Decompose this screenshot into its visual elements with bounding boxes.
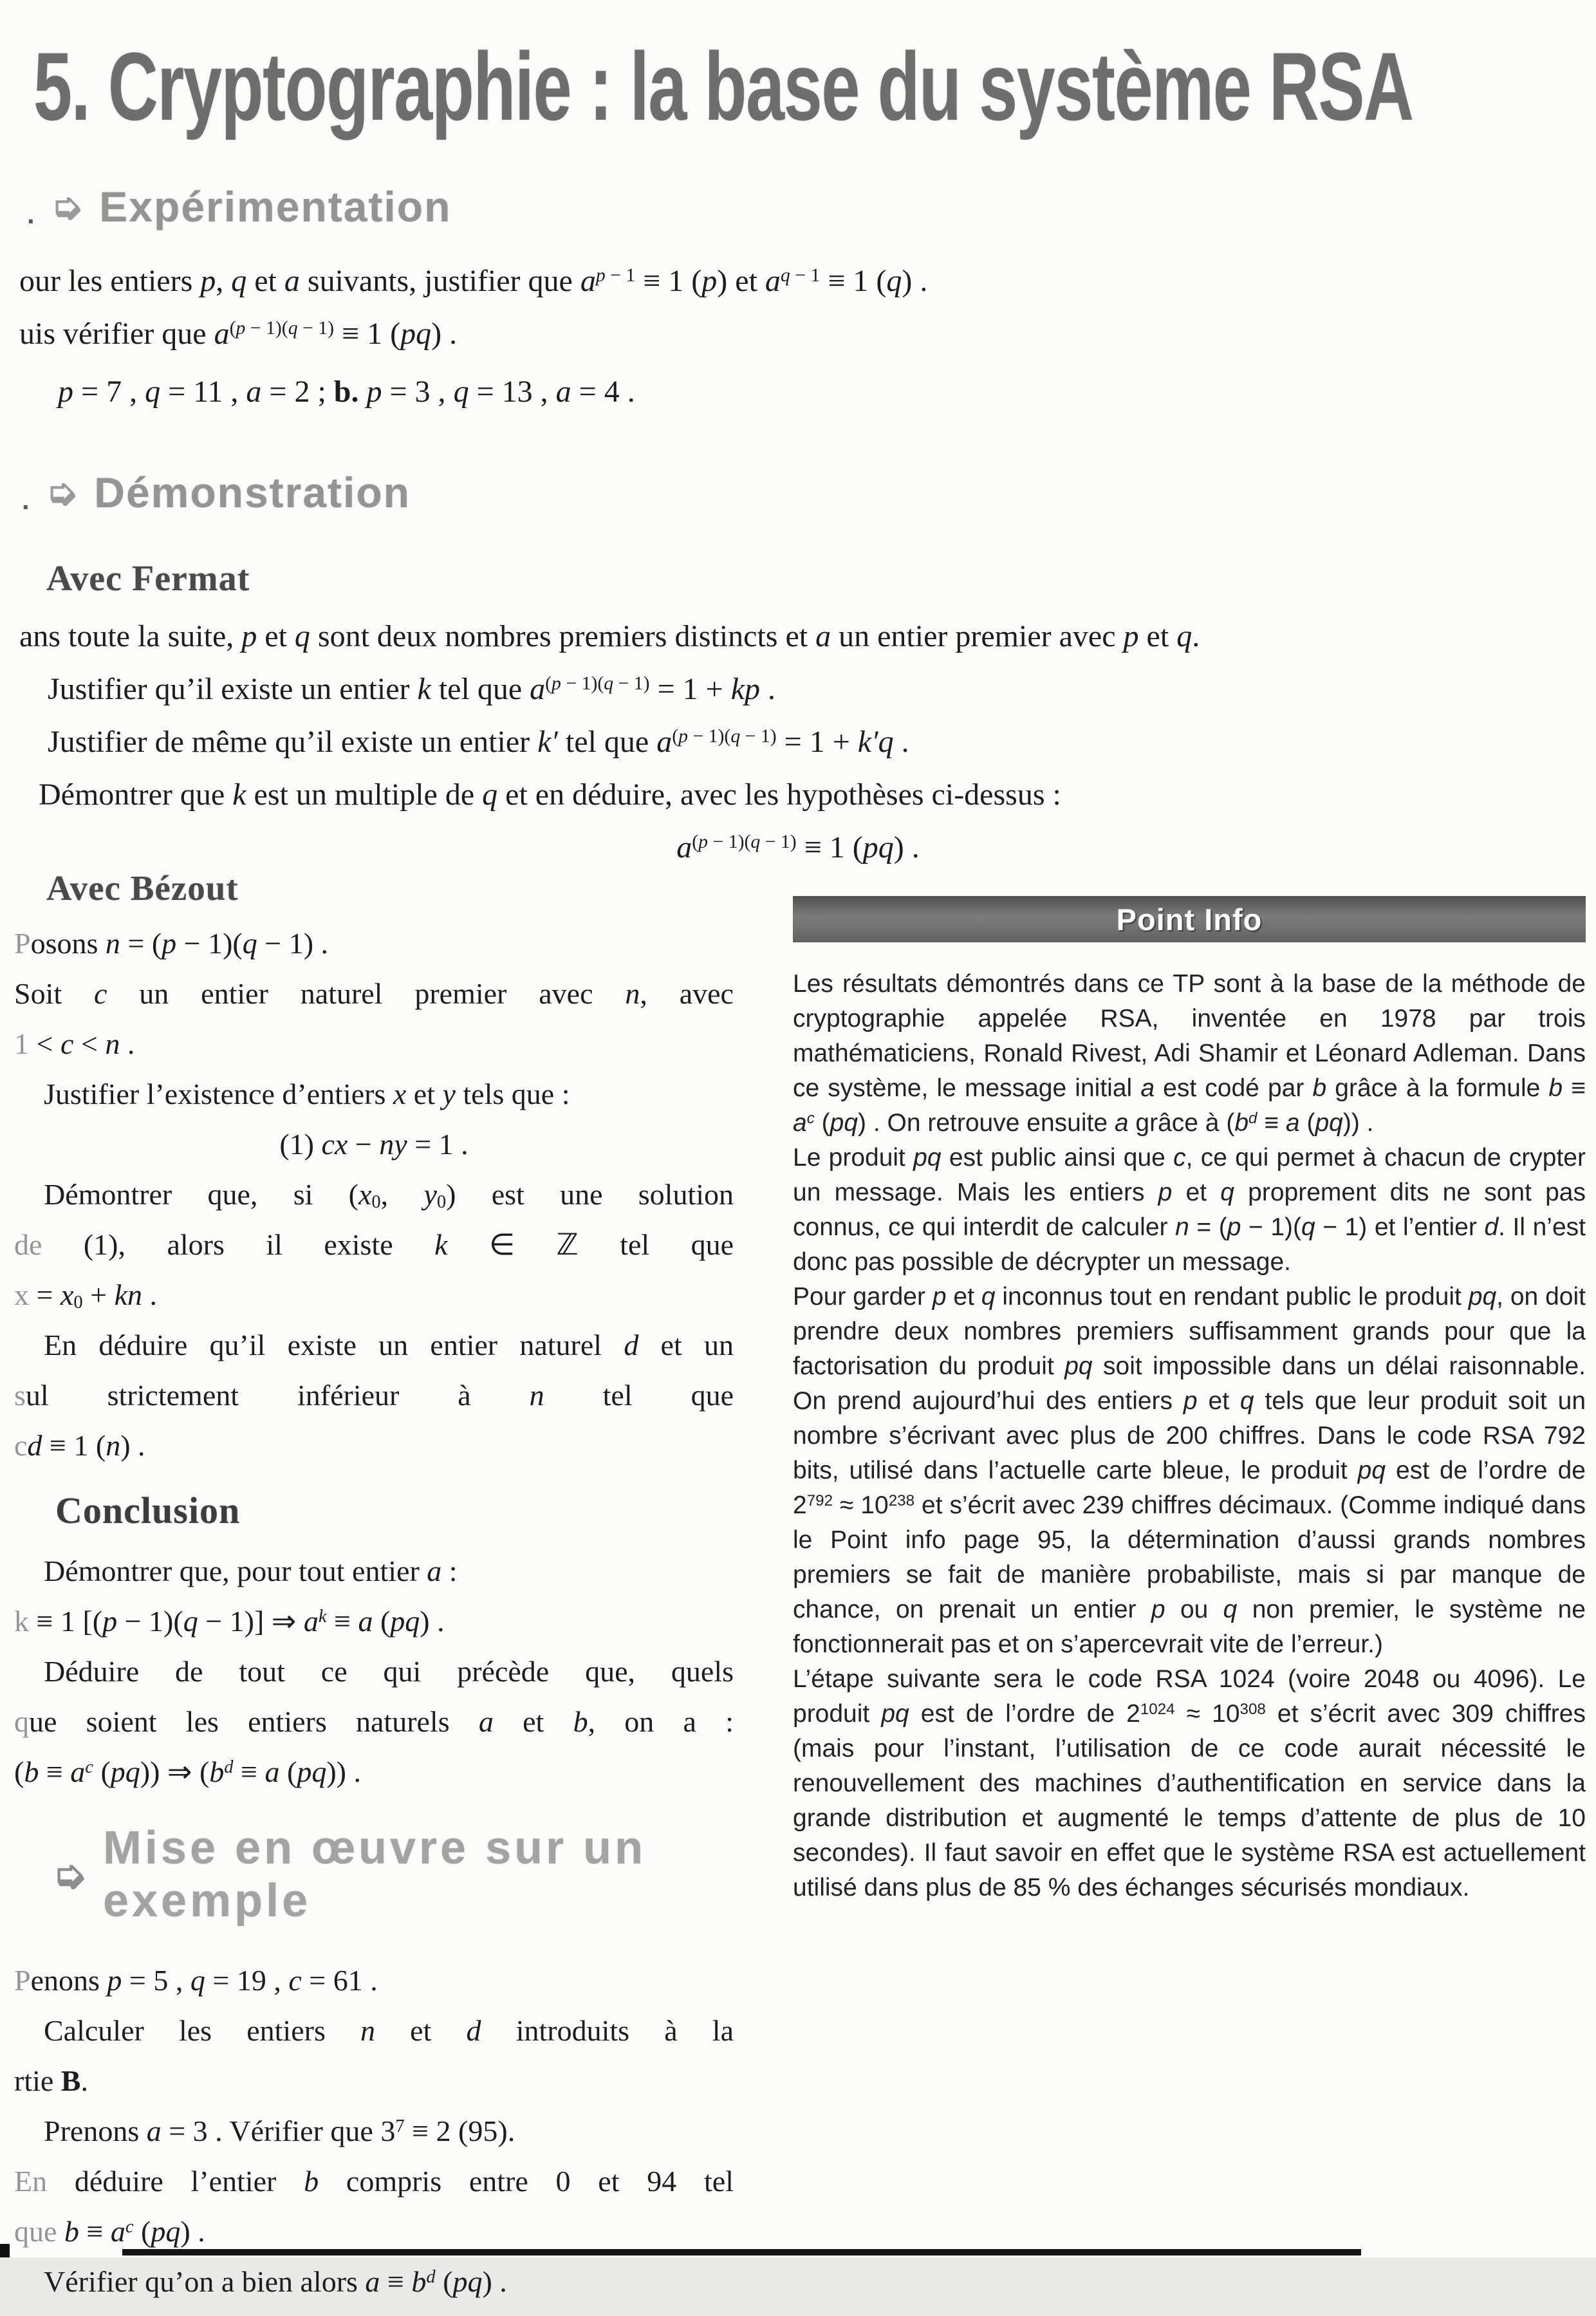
conclusion-line: que soient les entiers naturels a et b, on a :	[14, 1705, 734, 1738]
exemple-line: Penons p = 5 , q = 19 , c = 61 .	[14, 1964, 378, 1997]
arrow-icon: ➭	[53, 1853, 86, 1898]
heading-mise-en-oeuvre	[53, 1822, 734, 1927]
heading-demonstration	[22, 468, 1577, 517]
fermat-formula: $a^{(p - 1)(q - 1)} \equiv 1$ (pq) .	[676, 830, 920, 864]
bezout-line: sul strictement inférieur à n tel que	[14, 1379, 734, 1412]
bezout-line: cd ≡ 1 (n) .	[14, 1429, 145, 1462]
point-info-paragraph: Pour garder p et q inconnus tout en rendant public le produit pq, on doit prendre deux nombres premiers suffisamment grands pour que la factorisation du produit pq soit impossible dans un délai raisonnable. On prend aujourd’hui des entiers p et q tels que leur produit soit un nombre s’écrivant avec plus de 200 chiffres. Dans le code RSA 792 bits, utilisé dans l’actuelle carte bleue, le produit pq est de l’ordre de $2^{792} \approx 10^{238}$ et s’écrit avec 239 chiffres décimaux. (Comme indiqué dans le Point info page 95, la détermination d’aussi grands nombres premiers se fait de manière probabiliste, mais si par manque de chance, on prenait un entier p ou q non premier, le système ne fonctionnerait pas et on s’apercevrait vite de l’erreur.)	[793, 1283, 1586, 1658]
experimentation-line-2: uis vérifier que $a^{(p - 1)(q - 1)} \equiv 1$ (pq) .	[19, 317, 458, 351]
bezout-line: Démontrer que, si ($x_0$, $y_0$) est une solution	[44, 1178, 734, 1213]
fermat-intro: ans toute la suite, p et q sont deux nombres premiers distincts et a un entier premier avec p et q.	[19, 619, 1200, 653]
point-info-box	[793, 896, 1586, 1905]
exemple-line: Vérifier qu’on a bien alors $a \equiv b^d$ (pq) .	[44, 2265, 507, 2298]
conclusion-line: Déduire de tout ce qui précède que, quels	[44, 1655, 734, 1688]
heading-demonstration-label: Démonstration	[94, 469, 411, 516]
scan-corner-mark	[0, 2244, 10, 2257]
bezout-line: $x = x_0$ + kn .	[14, 1278, 158, 1313]
heading-experimentation-label: Expérimentation	[99, 183, 452, 230]
conclusion-formula: k ≡ 1 [(p − 1)(q − 1)] ⇒ $a^k \equiv a$ (pq) .	[14, 1605, 445, 1638]
exemple-line: que $b \equiv a^c$ (pq) .	[14, 2215, 205, 2248]
bezout-line: Posons n = (p − 1)(q − 1) .	[14, 927, 329, 960]
point-info-paragraph: Les résultats démontrés dans ce TP sont à la base de la méthode de cryptographie appelée RSA, inventée en 1978 par trois mathématiciens, Ronald Rivest, Adi Shamir et Léonard Adleman. Dans ce système, le message initial a est codé par b grâce à la formule $b \equiv a^c$ (pq) . On retrouve ensuite a grâce à ($b^d \equiv a$ (pq)) .	[793, 970, 1586, 1137]
arrow-icon: ➭	[51, 186, 83, 228]
bezout-line: Soit c un entier naturel premier avec n, avec	[14, 977, 734, 1010]
experimentation-values: p = 7 , q = 11 , a = 2 ; b. p = 3 , q = 13 , a = 4 .	[58, 375, 635, 409]
subheading-conclusion: Conclusion	[55, 1490, 241, 1531]
subheading-avec-bezout: Avec Bézout	[46, 868, 239, 908]
bezout-line: de (1), alors il existe k ∈ ℤ tel que	[14, 1228, 734, 1261]
conclusion-line: Démontrer que, pour tout entier a :	[44, 1555, 458, 1587]
heading-experimentation	[27, 182, 1577, 231]
exemple-line: En déduire l’entier b compris entre 0 et 94 tel	[14, 2165, 734, 2198]
scan-bottom-bar	[122, 2249, 1361, 2255]
dot-mark: .	[22, 485, 30, 515]
point-info-paragraph: L’étape suivante sera le code RSA 1024 (voire 2048 ou 4096). Le produit pq est de l’ordre de $2^{1024} \approx 10^{308}$ et s’écrit avec 309 chiffres (mais pour l’instant, l’utilisation de ce code aurait nécessité le renouvellement des machines d’authentification en service dans la grande distribution et augmenté le temps d’attente de plus de 10 secondes). Il faut savoir en effet que le système RSA est actuellement utilisé dans plus de 85 % des échanges sécurisés mondiaux.	[793, 1665, 1586, 1901]
experimentation-line-1: our les entiers p, q et a suivants, justifier que $a^{p - 1} \equiv 1$ (p) et $a^{q - 1} \equiv 1$ (q) .	[19, 264, 928, 298]
exemple-line: Calculer les entiers n et d introduits à la	[44, 2014, 734, 2047]
subheading-avec-fermat: Avec Fermat	[46, 559, 250, 599]
point-info-paragraph: Le produit pq est public ainsi que c, ce qui permet à chacun de crypter un message. Mais les entiers p et q proprement dits ne sont pas connus, ce qui interdit de calculer n = (p − 1)(q − 1) et l’entier d. Il n’est donc pas possible de décrypter un message.	[793, 1144, 1586, 1276]
heading-mise-en-oeuvre-label: Mise en œuvre sur un exemple	[102, 1822, 647, 1927]
fermat-question-3: Démontrer que k est un multiple de q et en déduire, avec les hypothèses ci-dessus :	[39, 778, 1061, 812]
exemple-line: Prenons a = 3 . Vérifier que $3^7 \equiv 2$ (95).	[44, 2115, 515, 2147]
header-zone	[19, 31, 1577, 883]
bezout-line: Justifier l’existence d’entiers x et y tels que :	[44, 1078, 570, 1110]
bezout-line: 1 < c < n .	[14, 1027, 135, 1060]
conclusion-formula: ($b \equiv a^c$ (pq)) ⇒ ($b^d \equiv a$ (pq)) .	[14, 1755, 361, 1788]
bezout-formula: (1) cx − ny = 1 .	[279, 1128, 469, 1161]
fermat-question-2: Justifier de même qu’il existe un entier k′ tel que $a^{(p - 1)(q - 1)} = 1 + k'q$ .	[48, 725, 909, 759]
dot-mark: .	[27, 199, 35, 229]
exemple-line: rtie B.	[14, 2064, 88, 2097]
arrow-icon: ➭	[46, 472, 78, 514]
left-column	[14, 868, 734, 2316]
fermat-question-1: Justifier qu’il existe un entier k tel que $a^{(p - 1)(q - 1)} = 1$ + kp .	[48, 672, 776, 706]
bezout-line: En déduire qu’il existe un entier naturel d et un	[44, 1329, 734, 1361]
point-info-header-bar	[793, 896, 1586, 942]
page-title: 5. Cryptographie : la base du système RSA	[33, 32, 1413, 140]
point-info-title: Point Info	[1116, 902, 1263, 937]
